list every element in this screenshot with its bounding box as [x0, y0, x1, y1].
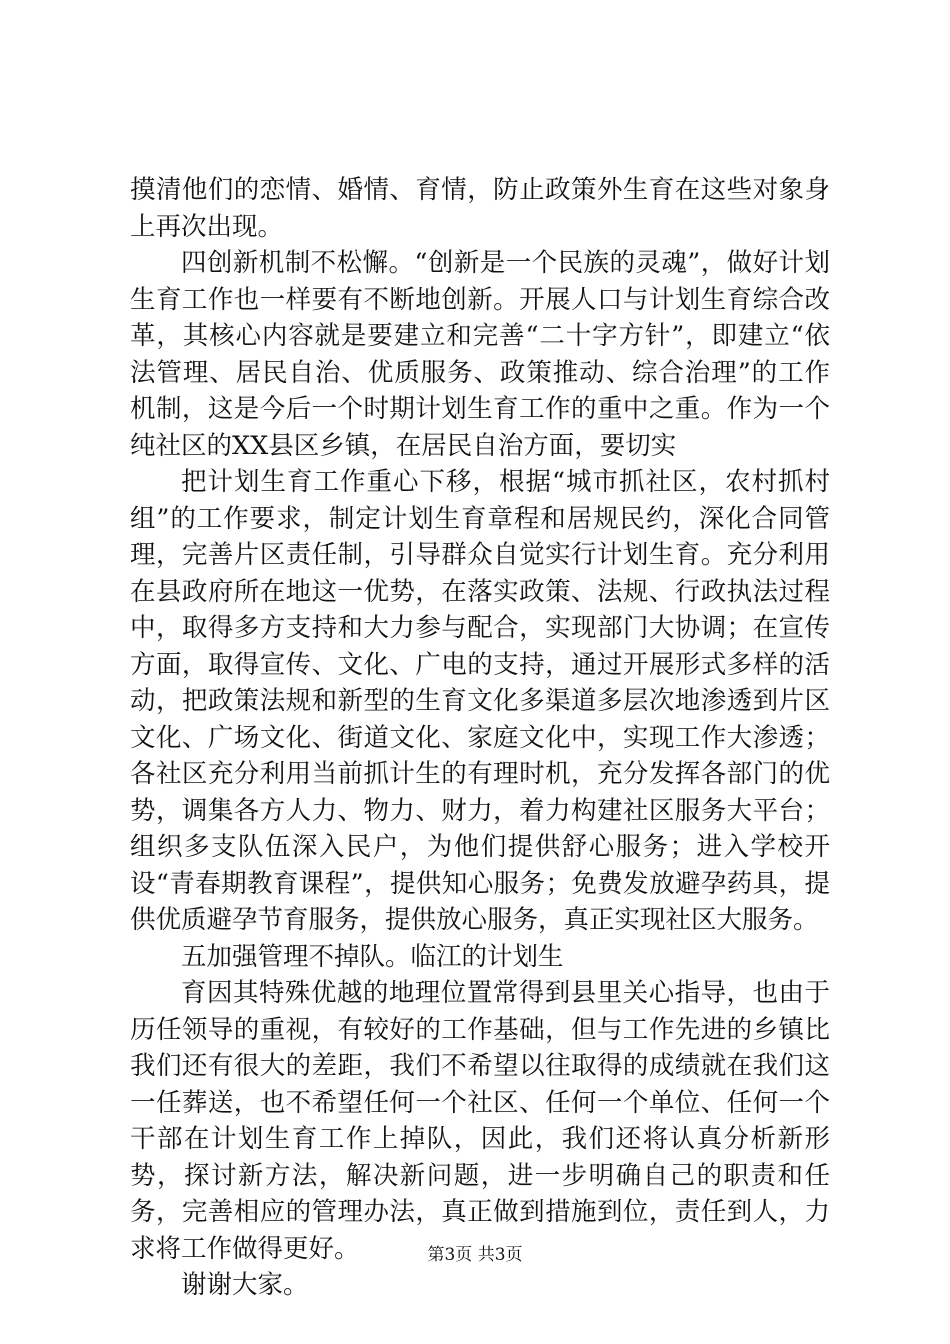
paragraph-1: 摸清他们的恋情、婚情、育情，防止政策外生育在这些对象身上再次出现。 [130, 175, 830, 242]
page-footer: 第3页 共3页 [427, 1245, 523, 1265]
paragraph-6: 谢谢大家。 [181, 1270, 309, 1300]
paragraph-5: 育因其特殊优越的地理位置常得到县里关心指导，也由于历任领导的重视，有较好的工作基础，但与工作先进的乡镇比我们还有很大的差距，我们不希望以往取得的成绩就在我们这一任葬送，也不希望任何一个社区、任何一个单位、任何一个干部在计划生育工作上掉队，因此，我们还将认真分析新形势，探讨新方法，解决新问题，进一步明确自己的职责和任务，完善相应的管理办法，真正做到措施到位，责任到人，力求将工作做得更好。 [130, 978, 830, 1264]
paragraph-4: 五加强管理不掉队。临江的计划生 [181, 941, 564, 972]
document-body [130, 172, 830, 1304]
paragraph-2: 四创新机制不松懈。“创新是一个民族的灵魂”，做好计划生育工作也一样要有不断地创新。开展人口与计划生育综合改革，其核心内容就是要建立和完善“二十字方针”，即建立“依法管理、居民自治、优质服务、政策推动、综合治理”的工作机制，这是今后一个时期计划生育工作的重中之重。作为一个纯社区的XX县区乡镇，在居民自治方面，要切实 [130, 248, 830, 461]
paragraph-3: 把计划生育工作重心下移，根据“城市抓社区，农村抓村组”的工作要求，制定计划生育章程和居规民约，深化合同管理，完善片区责任制，引导群众自觉实行计划生育。充分利用在县政府所在地这一优势，在落实政策、法规、行政执法过程中，取得多方支持和大力参与配合，实现部门大协调；在宣传方面，取得宣传、文化、广电的支持，通过开展形式多样的活动，把政策法规和新型的生育文化多渠道多层次地渗透到片区文化、广场文化、街道文化、家庭文化中，实现工作大渗透；各社区充分利用当前抓计生的有理时机，充分发挥各部门的优势，调集各方人力、物力、财力，着力构建社区服务大平台；组织多支队伍深入民户，为他们提供舒心服务；进入学校开设“青春期教育课程”，提供知心服务；免费发放避孕药具，提供优质避孕节育服务，提供放心服务，真正实现社区大服务。 [130, 467, 830, 935]
